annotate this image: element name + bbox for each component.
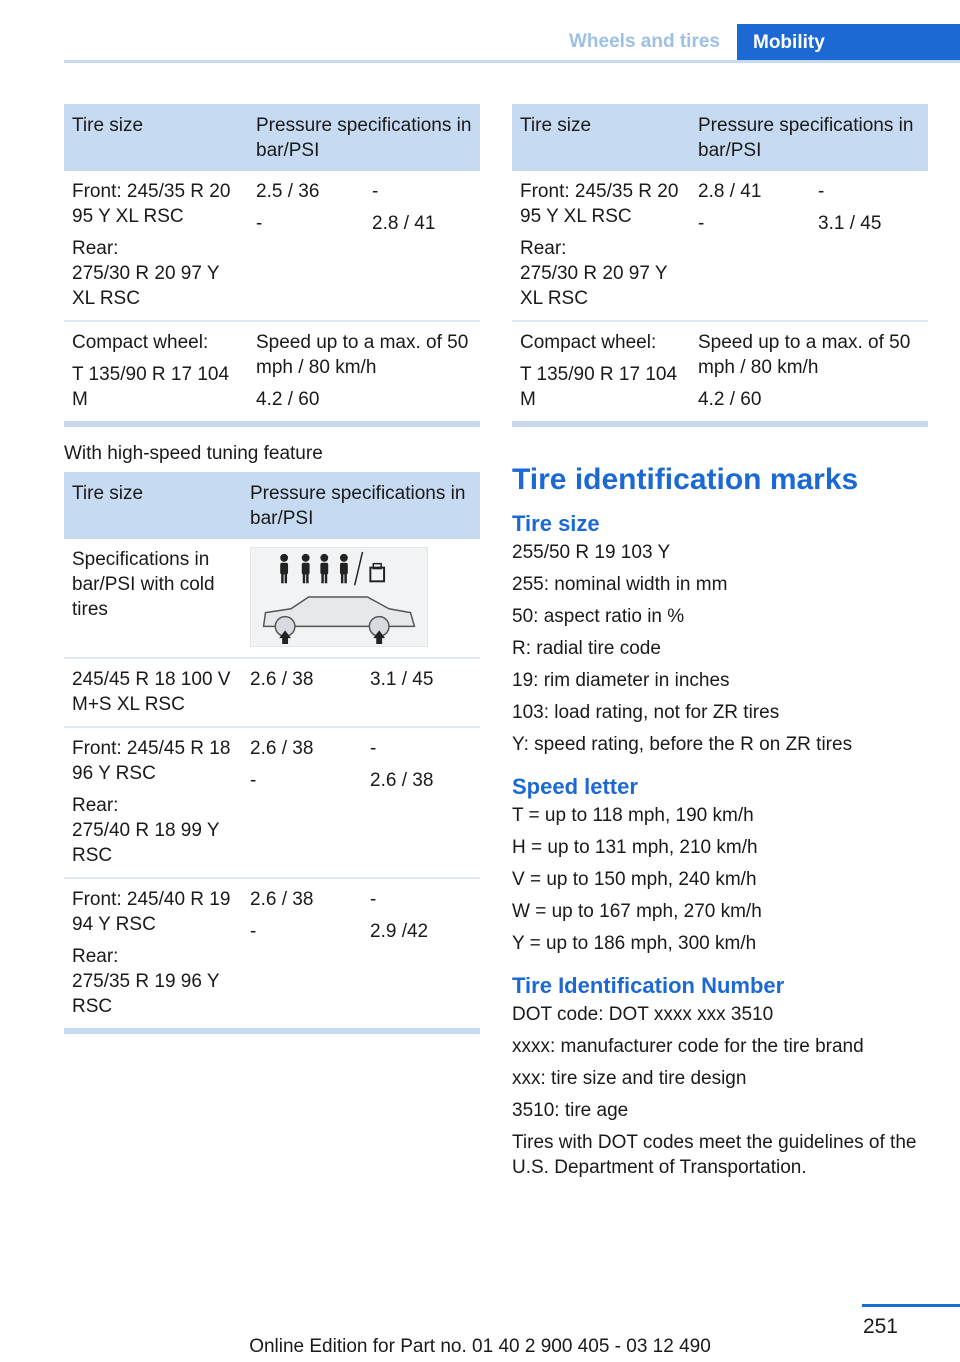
size-line: 19: rim diameter in inches: [512, 670, 730, 691]
speed-line: Y = up to 186 mph, 300 km/h: [512, 933, 757, 954]
table-row: [64, 658, 480, 727]
col-header-tire-size: Tire size: [64, 104, 248, 171]
pressure-value: -: [256, 213, 263, 234]
header-chapter-tab: Mobility: [737, 24, 960, 62]
tire-size-rear: 275/40 R 18 99 Y RSC: [72, 820, 220, 866]
section-title: Tire identification marks: [512, 463, 859, 496]
tire-identification-section: [512, 462, 932, 1187]
tire-size-front: Front: 245/35 R 20 95 Y XL RSC: [72, 181, 231, 227]
tire-size-rear: 275/30 R 20 97 Y XL RSC: [520, 263, 668, 309]
table-row: [64, 171, 480, 321]
table-row: [512, 321, 928, 424]
header-section-tab: Wheels and tires: [569, 31, 720, 52]
pressure-value: 2.5 / 36: [256, 181, 320, 202]
high-speed-caption: With high-speed tuning feature: [64, 443, 323, 464]
tin-line: DOT code: DOT xxxx xxx 3510: [512, 1004, 774, 1025]
pressure-table-right: [512, 104, 928, 427]
compact-wheel-size: T 135/90 R 17 104 M: [520, 364, 678, 410]
pressure-value: 2.6 / 38: [370, 770, 434, 791]
speed-line: H = up to 131 mph, 210 km/h: [512, 837, 758, 858]
col-header-tire-size: Tire size: [64, 472, 242, 539]
footer-rule: [862, 1304, 960, 1307]
size-line: 103: load rating, not for ZR tires: [512, 702, 780, 723]
pressure-value: 3.1 / 45: [818, 213, 882, 234]
table-row: [64, 539, 480, 658]
tin-heading: Tire Identification Number: [512, 973, 785, 998]
rear-label: Rear:: [72, 946, 119, 967]
compact-pressure: 4.2 / 60: [698, 389, 762, 410]
size-line: 50: aspect ratio in %: [512, 606, 685, 627]
tire-size-rear: 275/30 R 20 97 Y XL RSC: [72, 263, 220, 309]
tin-line: xxxx: manufacturer code for the tire brand: [512, 1036, 864, 1057]
pressure-value: -: [250, 921, 257, 942]
speed-line: V = up to 150 mph, 240 km/h: [512, 869, 757, 890]
pressure-table-left-top: [64, 104, 480, 427]
pressure-value: 3.1 / 45: [362, 658, 480, 727]
tin-line: 3510: tire age: [512, 1100, 629, 1121]
rear-label: Rear:: [72, 795, 119, 816]
pressure-value: 2.8 / 41: [698, 181, 762, 202]
compact-speed-limit: Speed up to a max. of 50 mph / 80 km/h: [698, 332, 911, 378]
compact-speed-limit: Speed up to a max. of 50 mph / 80 km/h: [256, 332, 469, 378]
pressure-value: -: [370, 889, 377, 910]
pressure-value: 2.6 / 38: [250, 889, 314, 910]
table-row: [64, 878, 480, 1031]
tin-note: Tires with DOT codes meet the guidelines of the U.S. Department of Transportation.: [512, 1132, 917, 1178]
tire-size-front: Front: 245/45 R 18 96 Y RSC: [72, 738, 231, 784]
pressure-value: -: [372, 181, 379, 202]
compact-wheel-label: Compact wheel:: [72, 332, 209, 353]
table-row: [512, 171, 928, 321]
size-line: 255/50 R 19 103 Y: [512, 542, 671, 563]
tire-size-rear: 275/35 R 19 96 Y RSC: [72, 971, 220, 1017]
tire-size-front: Front: 245/40 R 19 94 Y RSC: [72, 889, 231, 935]
load-vehicle-icon: [250, 547, 428, 647]
rear-label: Rear:: [520, 238, 567, 259]
pressure-value: 2.6 / 38: [242, 658, 362, 727]
compact-pressure: 4.2 / 60: [256, 389, 320, 410]
tin-line: xxx: tire size and tire design: [512, 1068, 747, 1089]
tire-size-front: Front: 245/35 R 20 95 Y XL RSC: [520, 181, 679, 227]
compact-wheel-label: Compact wheel:: [520, 332, 657, 353]
compact-wheel-size: T 135/90 R 17 104 M: [72, 364, 230, 410]
col-header-tire-size: Tire size: [512, 104, 690, 171]
size-line: Y: speed rating, before the R on ZR tires: [512, 734, 853, 755]
col-header-pressure: Pressure specifications in bar/PSI: [242, 472, 480, 539]
speed-line: T = up to 118 mph, 190 km/h: [512, 805, 754, 826]
edition-footer: Online Edition for Part no. 01 40 2 900 405 - 03 12 490: [249, 1336, 711, 1357]
pressure-value: 2.9 /42: [370, 921, 429, 942]
rear-label: Rear:: [72, 238, 119, 259]
speed-letter-heading: Speed letter: [512, 774, 638, 799]
pressure-value: 2.6 / 38: [250, 738, 314, 759]
table-row: [64, 321, 480, 424]
size-line: 255: nominal width in mm: [512, 574, 728, 595]
pressure-value: -: [250, 770, 257, 791]
pressure-value: -: [818, 181, 825, 202]
size-line: R: radial tire code: [512, 638, 661, 659]
pressure-value: -: [370, 738, 377, 759]
spec-row-label: Specifications in bar/PSI with cold tires: [64, 539, 242, 658]
page-number: 251: [862, 1315, 898, 1338]
pressure-table-high-speed: [64, 472, 480, 1034]
col-header-pressure: Pressure specifications in bar/PSI: [690, 104, 928, 171]
table-row: [64, 727, 480, 878]
speed-line: W = up to 167 mph, 270 km/h: [512, 901, 762, 922]
pressure-value: -: [698, 213, 705, 234]
col-header-pressure: Pressure specifications in bar/PSI: [248, 104, 480, 171]
tire-size: 245/45 R 18 100 V M+S XL RSC: [64, 658, 242, 727]
tire-size-heading: Tire size: [512, 511, 600, 536]
pressure-value: 2.8 / 41: [372, 213, 436, 234]
header-rule: [64, 60, 960, 63]
